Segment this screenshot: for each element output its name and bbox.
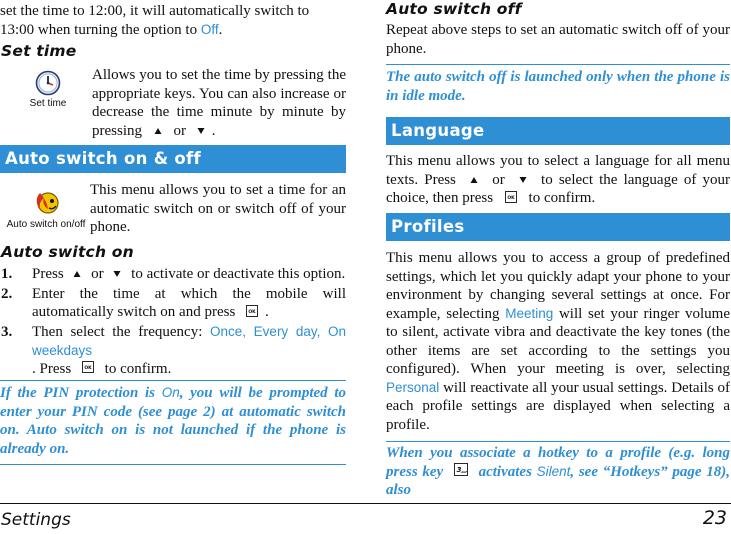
- down-arrow-key-icon: [107, 265, 127, 284]
- pin-note: If the PIN protection is On, you will be prompted to enter your PIN code (see page 2) at automatic switch on. Auto switch on is not launched if the phone is already on.: [0, 385, 346, 457]
- svg-text:OK: OK: [248, 309, 256, 315]
- page-number: 23: [702, 507, 727, 529]
- auto-off-note-rule: [386, 64, 730, 65]
- key-3-icon: [448, 463, 474, 482]
- profiles-bar: Profiles: [386, 213, 730, 241]
- steps-list: [1, 265, 346, 379]
- meeting-profile: Meeting: [505, 305, 554, 321]
- set-time-heading: Set time: [1, 42, 77, 60]
- auto-on-heading: Auto switch on: [1, 243, 134, 261]
- profiles-paragraph: This menu allows you to access a group of predefined settings, which let you quickly adapt your phone to your environment by changing several settings at once. For example, selecting Meeting will set your ringer volume to silent, activate vibra and deactivate the key tones (the other items are set according to the settings you configured). When your meeting is over, selecting Personal will reactivate all your usual settings. Details of each profile settings are displayed when selecting a profile.: [386, 250, 730, 433]
- auto-off-heading: Auto switch off: [386, 0, 522, 18]
- footer-rule: [0, 503, 731, 504]
- hotkey-note-rule: [386, 441, 730, 442]
- language-bar: Language: [386, 117, 730, 145]
- clock-icon: [35, 70, 61, 96]
- intro-line1: set the time to 12:00, it will automatically switch to: [0, 3, 310, 19]
- intro-paragraph: set the time to 12:00, it will automatically switch to 13:00 when turning the option to Off.: [0, 3, 310, 38]
- ok-key-icon: [497, 190, 525, 209]
- pin-on-value: On: [161, 385, 180, 400]
- down-arrow-key-icon: [511, 171, 535, 190]
- svg-text:OK: OK: [84, 366, 92, 372]
- pin-note-top-rule: [0, 380, 346, 381]
- set-time-paragraph: Allows you to set the time by pressing the appropriate keys. You can also increase or decrease the time minute by minute by pressing or .: [92, 67, 346, 139]
- auto-switch-paragraph: This menu allows you to set a time for an automatic switch on or switch off of your phone.: [90, 182, 346, 235]
- auto-switch-bar: Auto switch on & off: [0, 145, 346, 173]
- frequency-options: Once, Every day, On weekdays: [32, 324, 347, 358]
- up-arrow-key-icon: [146, 122, 170, 141]
- list-item: 2. Enter the time at which the mobile will automatically switch on and press OK .: [1, 285, 346, 321]
- set-time-icon-label: Set time: [29, 98, 67, 109]
- svg-text:OK: OK: [507, 195, 515, 201]
- silent-profile: Silent: [536, 463, 571, 479]
- auto-switch-icon-label: Auto switch on/off: [6, 219, 86, 230]
- language-paragraph: This menu allows you to select a language for all menu texts. Press or to select the language of your choice, then press OK to confirm.: [386, 153, 731, 207]
- flame-power-icon: [30, 188, 62, 218]
- off-option: Off: [200, 21, 219, 37]
- auto-off-paragraph: Repeat above steps to set an automatic switch off of your phone.: [386, 22, 730, 57]
- pin-note-bottom-rule: [0, 464, 346, 465]
- auto-switch-icon-box: [6, 188, 86, 230]
- ok-key-icon: [75, 360, 101, 379]
- hotkey-note: When you associate a hotkey to a profile (e.g. long press key 3 def activates Silent, see “Hotkeys” page 18), also: [386, 445, 730, 499]
- set-time-icon-box: [28, 70, 68, 109]
- up-arrow-key-icon: [67, 265, 87, 284]
- ok-key-icon: [239, 304, 265, 323]
- down-arrow-key-icon: [190, 122, 212, 141]
- footer-section-title: Settings: [1, 510, 71, 530]
- svg-text:3: 3: [456, 465, 462, 474]
- svg-text:def: def: [461, 469, 467, 474]
- list-item: 3. Then select the frequency: Once, Every day, On weekdays . Press OK to confirm.: [1, 324, 347, 378]
- personal-profile: Personal: [386, 379, 440, 395]
- up-arrow-key-icon: [462, 171, 486, 190]
- list-item: 1. Press or to activate or deactivate this option.: [1, 266, 346, 282]
- auto-off-note: The auto switch off is launched only when the phone is in idle mode.: [386, 69, 730, 104]
